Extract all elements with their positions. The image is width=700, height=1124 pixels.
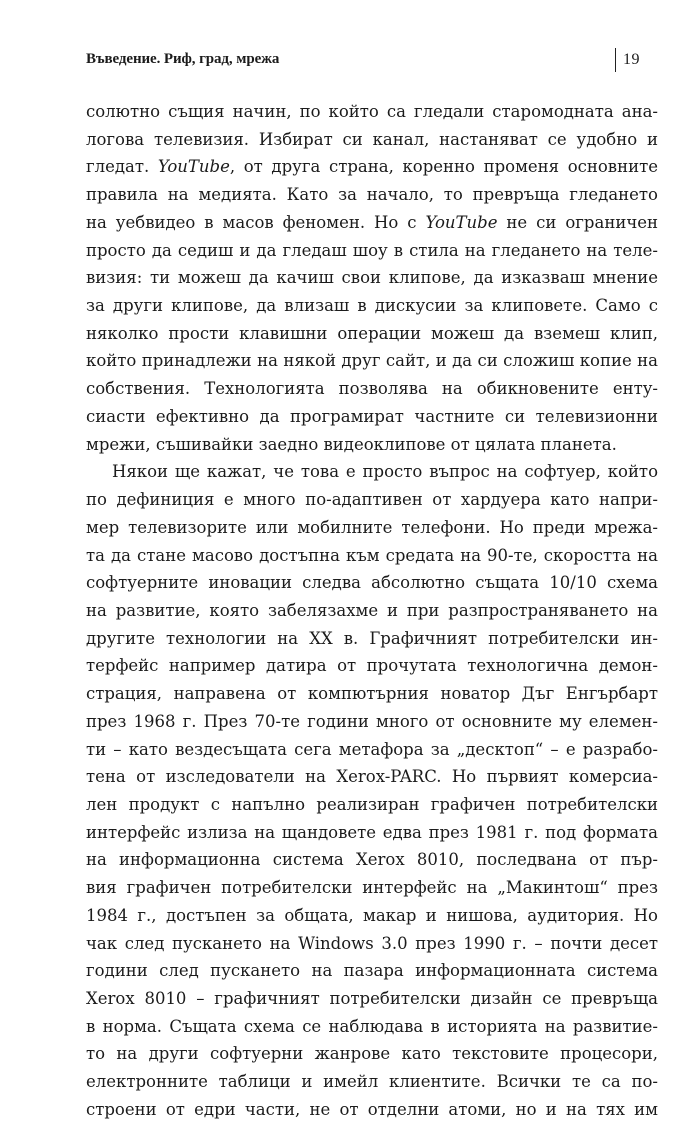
text-line: в норма. Същата схема се наблюдава в историята на развитие- — [86, 1016, 658, 1036]
text-line: интерфейс излиза на щандовете едва през 1981 г. под формата — [86, 822, 658, 842]
text-line: гледат. YouTube, от друга страна, коренно променя основните — [86, 157, 658, 177]
italic-term: YouTube — [157, 157, 230, 177]
text-line: през 1968 г. През 70-те години много от основните му елемен- — [86, 711, 658, 731]
page-header — [86, 48, 656, 74]
text-line: чак след пускането на Windows 3.0 през 1990 г. – почти десет — [86, 933, 658, 953]
text-line: страция, направена от компютърния новатор Дъг Енгърбарт — [86, 684, 658, 704]
text-line: логова телевизия. Избират си канал, настаняват се удобно и — [86, 129, 658, 149]
text-line: 1984 г., достъпен за общата, макар и нишова, аудитория. Но — [86, 905, 658, 925]
text-line: електронните таблици и имейл клиентите. Всички те са по- — [86, 1072, 658, 1092]
text-line: няколко прости клавишни операции можеш да вземеш клип, — [86, 323, 658, 343]
text-line: сиасти ефективно да програмират частните си телевизионни — [86, 406, 658, 426]
text-line: лен продукт с напълно реализиран графичен потребителски — [86, 794, 658, 814]
text-line: та да стане масово достъпна към средата на 90-те, скоростта на — [86, 545, 658, 565]
text-line: за други клипове, да влизаш в дискусии за клиповете. Само с — [86, 296, 658, 316]
text-line: по дефиниция е много по-адаптивен от хардуера като напри- — [86, 490, 658, 510]
text-line: мрежи, съшивайки заедно видеоклипове от цялата планета. — [86, 434, 617, 454]
text-line: на информационна система Xerox 8010, последвана от пър- — [86, 850, 658, 870]
running-head: Въведение. Риф, град, мрежа — [86, 51, 280, 67]
text-line: вия графичен потребителски интерфейс на „Макинтош“ през — [86, 878, 658, 898]
text-line: собствения. Технологията позволява на обикновените енту- — [86, 379, 658, 399]
text-line: другите технологии на ХХ в. Графичният потребителски ин- — [86, 628, 658, 648]
text-line: години след пускането на пазара информационната система — [86, 961, 658, 981]
page-number: 19 — [623, 51, 640, 68]
text-line: Xerox 8010 – графичният потребителски дизайн се превръща — [86, 989, 658, 1008]
text-line: софтуерните иновации следва абсолютно същата 10/10 схема — [86, 573, 658, 593]
text-line: на развитие, която забелязахме и при разпространяването на — [86, 600, 658, 620]
text-line: визия: ти можеш да качиш свои клипове, да изказваш мнение — [86, 268, 658, 288]
text-line: солютно същия начин, по който са гледали старомодната ана- — [86, 102, 658, 121]
text-line: правила на медията. Като за начало, то превръща гледането — [86, 185, 658, 205]
text-line: тена от изследователи на Xerox-PARC. Но първият комерсиа- — [86, 767, 658, 787]
text-line: просто да седиш и да гледаш шоу в стила на гледането на теле- — [86, 240, 658, 260]
header-divider — [615, 48, 616, 72]
body-text — [86, 98, 658, 1124]
text-line: ти – като вездесъщата сега метафора за „десктоп“ – е разрабо- — [86, 739, 658, 759]
text-line: терфейс например датира от прочутата технологична демон- — [86, 656, 658, 676]
text-line: строени от едри части, не от отделни атоми, но и на тях им — [86, 1099, 658, 1119]
text-line: то на други софтуерни жанрове като текстовите процесори, — [86, 1044, 658, 1064]
text-line: на уебвидео в масов феномен. Но с YouTube не си ограничен — [86, 212, 658, 232]
text-line: Някои ще кажат, че това е просто въпрос на софтуер, който — [112, 462, 658, 482]
italic-term: YouTube — [425, 212, 498, 232]
text-line: мер телевизорите или мобилните телефони. Но преди мрежа- — [86, 517, 658, 537]
text-line: който принадлежи на някой друг сайт, и да си сложиш копие на — [86, 351, 658, 371]
